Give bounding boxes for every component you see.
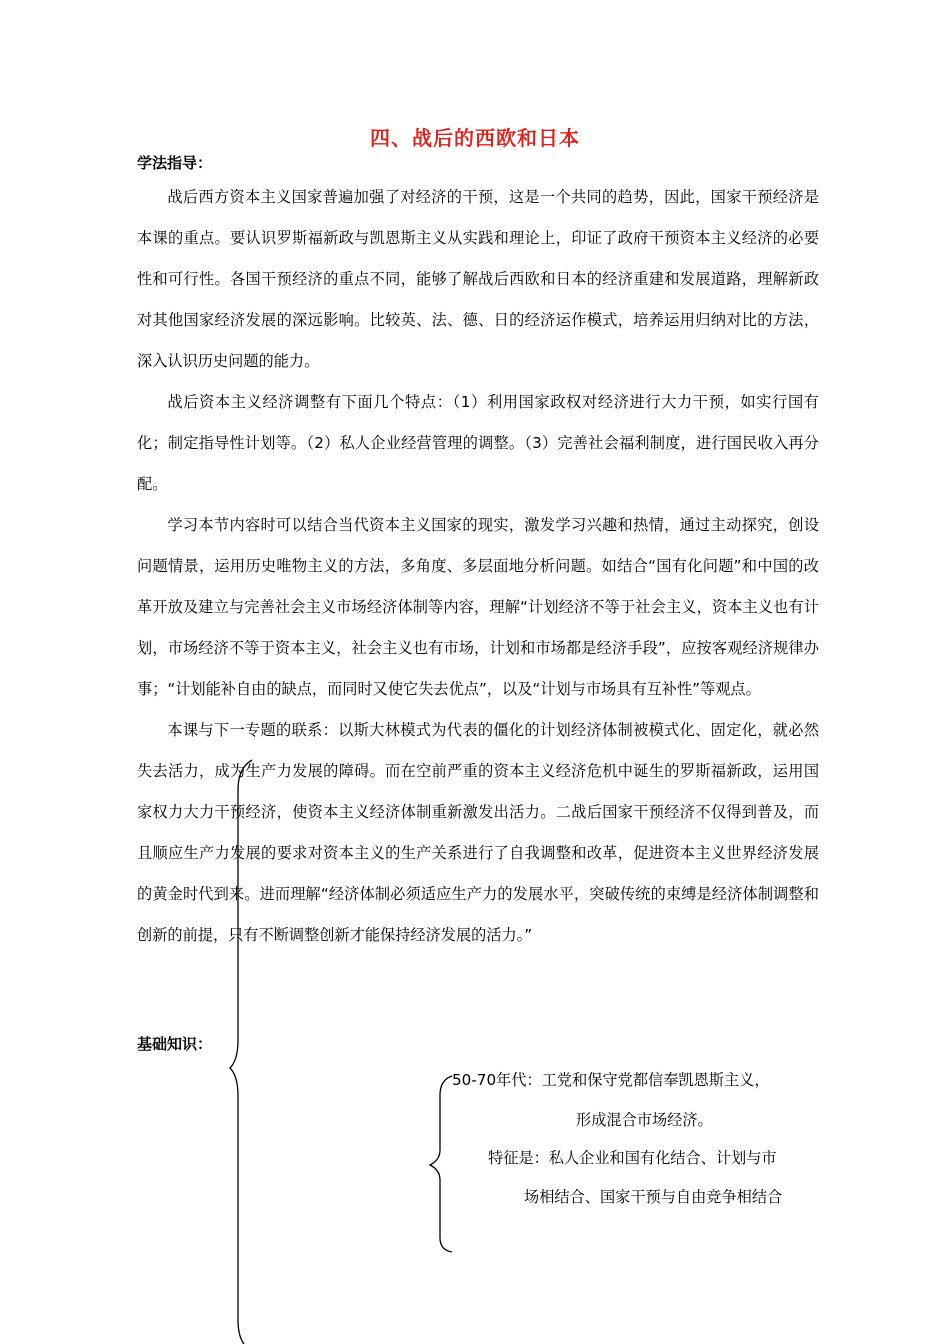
section-heading-basic-knowledge: 基础知识： bbox=[137, 1035, 213, 1053]
diagram-line-4: 场相结合、国家干预与自由竞争相结合 bbox=[524, 1188, 783, 1206]
section-heading-study-guide: 学法指导： bbox=[137, 154, 213, 172]
large-brace bbox=[230, 760, 252, 1344]
page-title: 四、战后的西欧和日本 bbox=[370, 126, 580, 150]
small-brace bbox=[430, 1076, 452, 1252]
paragraph: 战后资本主义经济调整有下面几个特点：（1）利用国家政权对经济进行大力干预，如实行国有化；制定指导性计划等。（2）私人企业经营管理的调整。（3）完善社会福利制度，进行国民收入再分配。 bbox=[137, 393, 819, 493]
diagram-line-1: 50-70年代：工党和保守党都信奉凯恩斯主义， bbox=[452, 1071, 770, 1089]
diagram-line-2: 形成混合市场经济。 bbox=[576, 1111, 713, 1129]
diagram-line-3: 特征是：私人企业和国有化结合、计划与市 bbox=[488, 1149, 777, 1167]
paragraph: 学习本节内容时可以结合当代资本主义国家的现实，激发学习兴趣和热情，通过主动探究，创设问题情景，运用历史唯物主义的方法，多角度、多层面地分析问题。如结合“国有化问题”和中国的改革开放及建立与完善社会主义市场经济体制等内容，理解“计划经济不等于社会主义，资本主义也有计划，市场经济不等于资本主义，社会主义也有市场，计划和市场都是经济手段”，应按客观经济规律办事；“计划能补自由的缺点，而同时又使它失去优点”，以及“计划与市场具有互补性”等观点。 bbox=[137, 516, 819, 698]
paragraph: 本课与下一专题的联系：以斯大林模式为代表的僵化的计划经济体制被模式化、固定化，就必然失去活力，成为生产力发展的障碍。而在空前严重的资本主义经济危机中诞生的罗斯福新政，运用国家权力大力干预经济，使资本主义经济体制重新激发出活力。二战后国家干预经济不仅得到普及，而且顺应生产力发展的要求对资本主义的生产关系进行了自我调整和改革，促进资本主义世界经济发展的黄金时代到来。进而理解“经济体制必须适应生产力的发展水平，突破传统的束缚是经济体制调整和创新的前提，只有不断调整创新才能保持经济发展的活力。” bbox=[137, 721, 819, 944]
paragraph: 战后西方资本主义国家普遍加强了对经济的干预，这是一个共同的趋势，因此，国家干预经济是本课的重点。要认识罗斯福新政与凯恩斯主义从实践和理论上，印证了政府干预资本主义经济的必要性和可行性。各国干预经济的重点不同，能够了解战后西欧和日本的经济重建和发展道路，理解新政对其他国家经济发展的深远影响。比较英、法、德、日的经济运作模式，培养运用归纳对比的方法，深入认识历史问题的能力。 bbox=[137, 188, 819, 370]
